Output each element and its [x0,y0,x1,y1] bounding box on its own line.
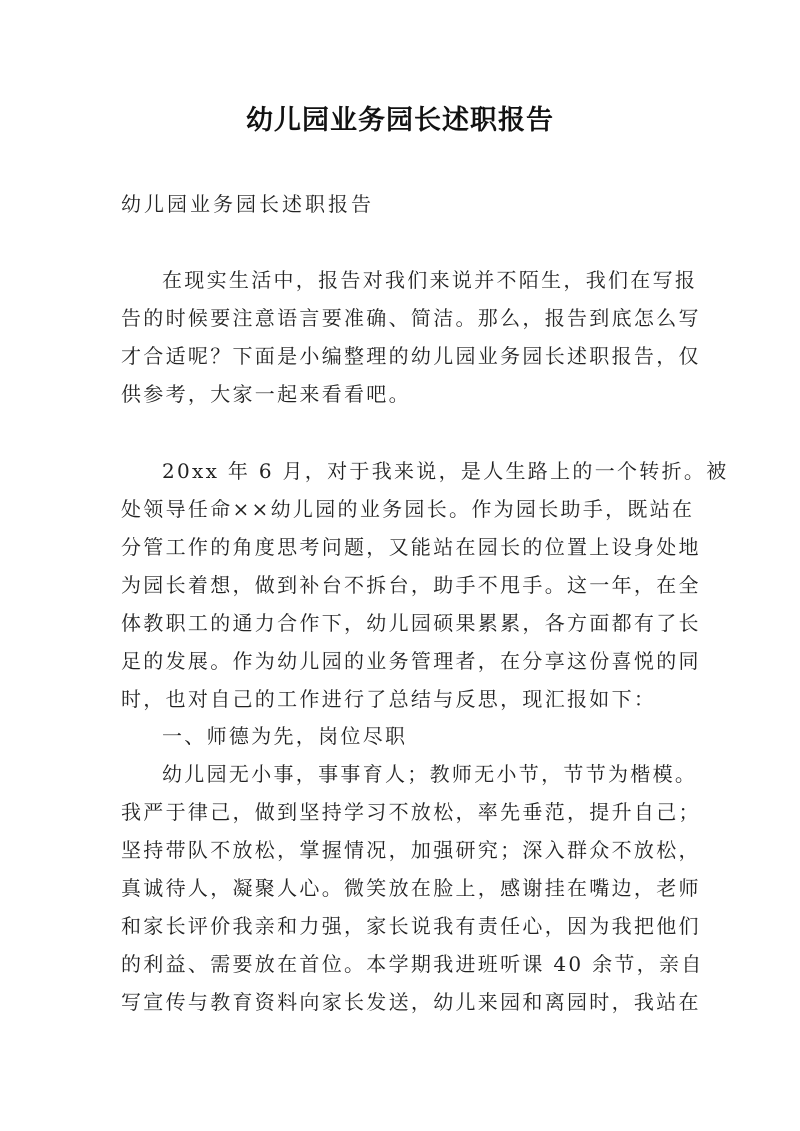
paragraph-line: 幼儿园无小事，事事育人；教师无小节，节节为楷模。 [162,762,698,786]
document-title: 幼儿园业务园长述职报告 [246,105,554,136]
paragraph-line: 和家长评价我亲和力强，家长说我有责任心，因为我把他们 [121,914,701,938]
paragraph-line: 真诚待人，凝聚人心。微笑放在脸上，感谢挂在嘴边，老师 [121,876,701,900]
paragraph-line: 写宣传与教育资料向家长发送，幼儿来园和离园时，我站在 [121,990,701,1014]
paragraph-line: 在现实生活中，报告对我们来说并不陌生，我们在写报 [162,268,698,292]
section-heading: 一、师德为先，岗位尽职 [162,724,408,748]
paragraph-line: 我严于律己，做到坚持学习不放松，率先垂范，提升自己； [121,800,701,824]
paragraph-line: 时，也对自己的工作进行了总结与反思，现汇报如下： [121,687,657,711]
paragraph-line: 足的发展。作为幼儿园的业务管理者，在分享这份喜悦的同 [121,649,701,673]
paragraph-line: 处领导任命××幼儿园的业务园长。作为园长助手，既站在 [121,497,695,521]
paragraph-line: 为园长着想，做到补台不拆台，助手不甩手。这一年，在全 [121,573,701,597]
paragraph-line: 告的时候要注意语言要准确、简洁。那么，报告到底怎么写 [121,306,701,330]
paragraph-line: 20xx 年 6 月，对于我来说，是人生路上的一个转折。被 [162,459,729,483]
paragraph-line: 的利益、需要放在首位。本学期我进班听课 40 余节，亲自 [121,952,704,976]
document-subtitle: 幼儿园业务园长述职报告 [121,192,374,216]
paragraph-line: 供参考，大家一起来看看吧。 [121,382,411,406]
paragraph-line: 分管工作的角度思考问题，又能站在园长的位置上设身处地 [121,535,701,559]
paragraph-line: 体教职工的通力合作下，幼儿园硕果累累，各方面都有了长 [121,611,701,635]
paragraph-line: 才合适呢？下面是小编整理的幼儿园业务园长述职报告，仅 [121,344,701,368]
paragraph-line: 坚持带队不放松，掌握情况，加强研究；深入群众不放松， [121,838,701,862]
